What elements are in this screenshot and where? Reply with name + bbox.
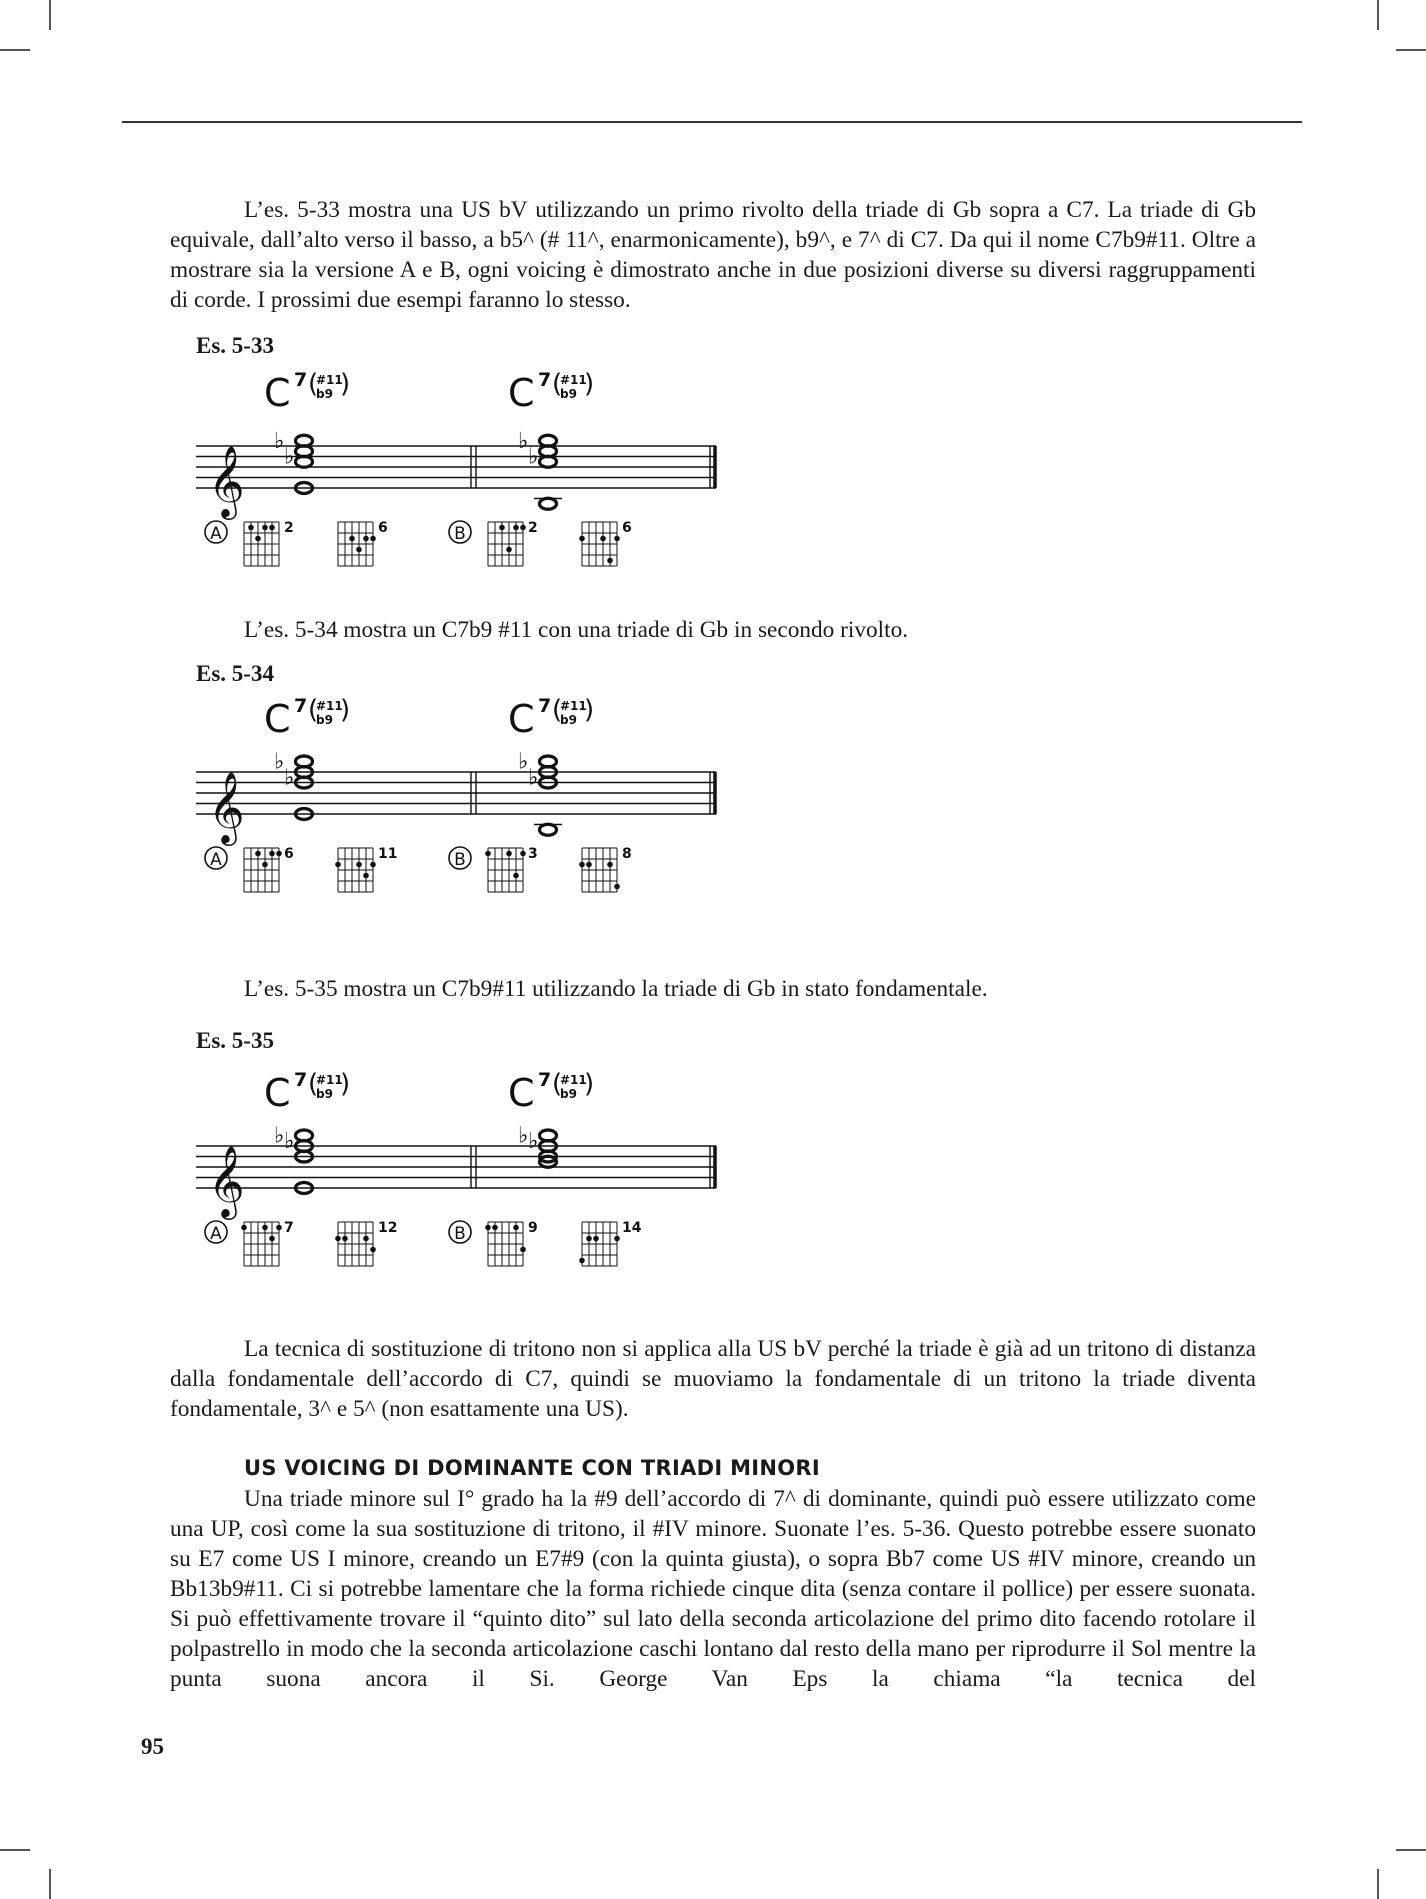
finger-dot: [499, 525, 505, 531]
chord-symbol: [264, 369, 350, 415]
finger-dot: [506, 547, 512, 553]
fret-diagram: [579, 846, 632, 892]
fret-number: 6: [622, 520, 632, 536]
crop-mark: [49, 1869, 51, 1899]
fret-diagram: [488, 520, 538, 566]
chord-root: C: [264, 697, 291, 741]
chord-paren: (: [308, 695, 319, 725]
finger-dot: [607, 558, 613, 564]
fret-diagram: [579, 520, 632, 566]
paragraph-text: L’es. 5-33 mostra una US bV utilizzando un primo rivolto della triade di Gb sopra a C7. La triade di Gb equivale, dall’alto verso il basso, a b5^ (# 11^, enarmonicamente), b9^, e 7^ di C7. Da qui il nome C7b9#11. Oltre a mostrare sia la versione A e B, ogni voicing è dimostrato anche in due posizioni diverse su diversi raggruppamenti di corde. I prossimi due esempi faranno lo stesso.: [170, 197, 1256, 313]
finger-dot: [520, 851, 526, 857]
chord-version: [449, 846, 632, 892]
flat-sign: ♭: [284, 765, 295, 791]
finger-dot: [262, 525, 268, 531]
finger-dot: [492, 1225, 498, 1231]
fret-diagram: [485, 846, 538, 892]
finger-dot: [614, 1236, 620, 1242]
chord-paren: (: [552, 1069, 563, 1099]
chord-extension: 7: [294, 695, 308, 717]
flat-sign: ♭: [274, 1123, 285, 1149]
finger-dot: [255, 851, 261, 857]
chord-root: C: [508, 697, 535, 741]
fret-number: 12: [378, 1220, 398, 1236]
finger-dot: [370, 862, 376, 868]
music-notation: [196, 370, 726, 590]
fret-number: 8: [622, 846, 632, 862]
finger-dot: [513, 525, 519, 531]
paragraph-text: L’es. 5-35 mostra un C7b9#11 utilizzando la triade di Gb in stato fondamentale.: [244, 976, 988, 1002]
chord-symbol: [508, 695, 594, 741]
version-letter: A: [210, 524, 222, 544]
finger-dot: [363, 1236, 369, 1242]
finger-dot: [349, 536, 355, 542]
staff: [196, 1144, 716, 1220]
chord-symbol: [508, 369, 594, 415]
fret-number: 6: [378, 520, 388, 536]
music-example-5-35: [196, 1070, 726, 1290]
chord-alteration: b9: [316, 387, 333, 401]
paragraph-text: L’es. 5-34 mostra un C7b9 #11 con una triade di Gb in secondo rivolto.: [244, 617, 909, 643]
finger-dot: [370, 536, 376, 542]
crop-mark: [0, 1849, 30, 1851]
finger-dot: [579, 1258, 585, 1264]
staff: [196, 770, 716, 846]
chord-extension: 7: [538, 1069, 552, 1091]
chord-paren: ): [340, 695, 351, 725]
chord-root: C: [264, 1071, 291, 1115]
version-letter: B: [454, 1224, 466, 1244]
version-letter: A: [210, 1224, 222, 1244]
music-example-5-33: [196, 370, 726, 590]
fret-number: 14: [622, 1220, 642, 1236]
finger-dot: [607, 862, 613, 868]
finger-dot: [600, 536, 606, 542]
page-number: 95: [141, 1734, 164, 1759]
flat-sign: ♭: [518, 1123, 529, 1149]
flat-sign: ♭: [528, 765, 539, 791]
fret-diagram: [579, 1220, 642, 1266]
flat-sign: ♭: [284, 444, 295, 470]
chord-extension: 7: [294, 1069, 308, 1091]
fret-diagram: [335, 1220, 397, 1266]
chord-alteration: #11: [316, 699, 343, 713]
chord-alteration: #11: [316, 373, 343, 387]
chord-alteration: #11: [560, 1073, 587, 1087]
crop-mark: [49, 0, 51, 30]
chord-paren: ): [584, 369, 595, 399]
finger-dot: [520, 525, 526, 531]
chord-alteration: b9: [560, 1087, 577, 1101]
chord-version: [205, 520, 388, 566]
chord-alteration: #11: [560, 373, 587, 387]
chord-symbol: [264, 1069, 350, 1115]
finger-dot: [593, 1236, 599, 1242]
finger-dot: [248, 525, 254, 531]
paragraph-tritone: [170, 1334, 1256, 1424]
fret-number: 9: [528, 1220, 538, 1236]
finger-dot: [485, 1225, 491, 1231]
fret-number: 7: [284, 1220, 294, 1236]
finger-dot: [269, 1236, 275, 1242]
chord-paren: (: [308, 369, 319, 399]
finger-dot: [342, 1236, 348, 1242]
chord-alteration: #11: [560, 699, 587, 713]
header-rule: [122, 121, 1302, 123]
finger-dot: [614, 884, 620, 890]
finger-dot: [335, 862, 341, 868]
finger-dot: [335, 1236, 341, 1242]
paragraph-intro: [170, 195, 1256, 315]
example-label: Es. 5-34: [196, 661, 274, 686]
finger-dot: [513, 873, 519, 879]
flat-sign: ♭: [518, 749, 529, 775]
finger-dot: [276, 1225, 282, 1231]
chord-paren: ): [584, 1069, 595, 1099]
flat-sign: ♭: [274, 749, 285, 775]
crop-mark: [1377, 1869, 1379, 1899]
chord-alteration: b9: [316, 713, 333, 727]
chord-paren: ): [584, 695, 595, 725]
finger-dot: [513, 1225, 519, 1231]
flat-sign: ♭: [274, 428, 285, 454]
paragraph-text: Una triade minore sul I° grado ha la #9 dell’accordo di 7^ di dominante, quindi può essere utilizzato come una UP, così come la sua sostituzione di tritono, il #IV minore. Suonate l’es. 5-36. Questo potrebbe essere suonato su E7 come US I minore, creando un E7#9 (con la quinta giusta), o sopra Bb7 come US #IV minore, creando un Bb13b9#11. Ci si potrebbe lamentare che la forma richiede cinque dita (senza contare il pollice) per essere suonata. Si può effettivamente trovare il “quinto dito” sul lato della seconda articolazione del primo dito facendo rotolare il polpastrello in modo che la seconda articolazione caschi lontano dal resto della mano per riprodurre il Sol mentre la punta suona ancora il Si. George Van Eps la chiama “la tecnica del: [170, 1486, 1256, 1692]
staff: [196, 444, 716, 520]
crop-mark: [1396, 49, 1426, 51]
version-letter: B: [454, 524, 466, 544]
music-notation: [196, 1070, 726, 1290]
finger-dot: [506, 851, 512, 857]
chord-paren: (: [552, 695, 563, 725]
example-label: Es. 5-35: [196, 1028, 274, 1053]
finger-dot: [586, 862, 592, 868]
chord-paren: ): [340, 1069, 351, 1099]
finger-dot: [356, 547, 362, 553]
finger-dot: [255, 536, 261, 542]
fret-number: 11: [378, 846, 398, 862]
fret-number: 2: [528, 520, 538, 536]
chord-extension: 7: [538, 695, 552, 717]
finger-dot: [262, 862, 268, 868]
crop-mark: [1396, 1849, 1426, 1851]
crop-mark: [0, 49, 30, 51]
finger-dot: [269, 525, 275, 531]
treble-clef-icon: 𝄞: [208, 444, 245, 517]
chord-paren: (: [308, 1069, 319, 1099]
example-label: Es. 5-33: [196, 333, 274, 358]
finger-dot: [579, 536, 585, 542]
paragraph-5-34-intro: [170, 615, 1256, 645]
chord-alteration: b9: [560, 387, 577, 401]
crop-mark: [1377, 0, 1379, 30]
chord-paren: ): [340, 369, 351, 399]
note-head: [540, 498, 557, 509]
paragraph-minor-triads: [170, 1484, 1256, 1694]
chord-alteration: b9: [560, 713, 577, 727]
fret-diagram: [241, 1220, 294, 1266]
note-chord: [274, 1124, 313, 1194]
finger-dot: [363, 873, 369, 879]
version-letter: B: [454, 850, 466, 870]
finger-dot: [520, 1247, 526, 1253]
chord-version: [205, 1220, 397, 1266]
fret-diagram: [485, 1220, 538, 1266]
finger-dot: [485, 851, 491, 857]
fret-diagram: [335, 846, 397, 892]
finger-dot: [370, 1247, 376, 1253]
note-chord: [274, 750, 313, 820]
finger-dot: [586, 1236, 592, 1242]
finger-dot: [579, 862, 585, 868]
chord-alteration: b9: [316, 1087, 333, 1101]
note-head: [540, 824, 557, 835]
section-heading: US VOICING DI DOMINANTE CON TRIADI MINORI: [244, 1456, 821, 1480]
music-notation: [196, 696, 726, 916]
finger-dot: [241, 1225, 247, 1231]
flat-sign: ♭: [284, 1128, 295, 1154]
paragraph-text: La tecnica di sostituzione di tritono non si applica alla US bV perché la triade è già ad un tritono di distanza dalla fondamentale dell’accordo di C7, quindi se muoviamo la fondamentale di un tritono la triade diventa fondamentale, 3^ e 5^ (non esattamente una US).: [170, 1336, 1256, 1422]
fret-diagram: [338, 520, 388, 566]
chord-version: [449, 520, 632, 566]
chord-extension: 7: [294, 369, 308, 391]
music-example-5-34: [196, 696, 726, 916]
chord-alteration: #11: [316, 1073, 343, 1087]
finger-dot: [276, 851, 282, 857]
chord-version: [449, 1220, 642, 1266]
finger-dot: [269, 851, 275, 857]
chord-root: C: [264, 371, 291, 415]
chord-paren: (: [552, 369, 563, 399]
note-chord: [518, 429, 562, 510]
chord-root: C: [508, 371, 535, 415]
version-letter: A: [210, 850, 222, 870]
finger-dot: [262, 1225, 268, 1231]
chord-extension: 7: [538, 369, 552, 391]
fret-number: 3: [528, 846, 538, 862]
flat-sign: ♭: [528, 444, 539, 470]
chord-symbol: [508, 1069, 594, 1115]
treble-clef-icon: 𝄞: [208, 770, 245, 843]
finger-dot: [356, 862, 362, 868]
finger-dot: [614, 536, 620, 542]
treble-clef-icon: 𝄞: [208, 1144, 245, 1217]
chord-version: [205, 846, 397, 892]
finger-dot: [363, 536, 369, 542]
chord-root: C: [508, 1071, 535, 1115]
fret-diagram: [244, 520, 294, 566]
paragraph-5-35-intro: [170, 974, 1256, 1004]
note-chord: [274, 429, 313, 494]
flat-sign: ♭: [518, 428, 529, 454]
flat-sign: ♭: [528, 1128, 539, 1154]
fret-diagram: [244, 846, 294, 892]
fret-number: 6: [284, 846, 294, 862]
chord-symbol: [264, 695, 350, 741]
fret-number: 2: [284, 520, 294, 536]
